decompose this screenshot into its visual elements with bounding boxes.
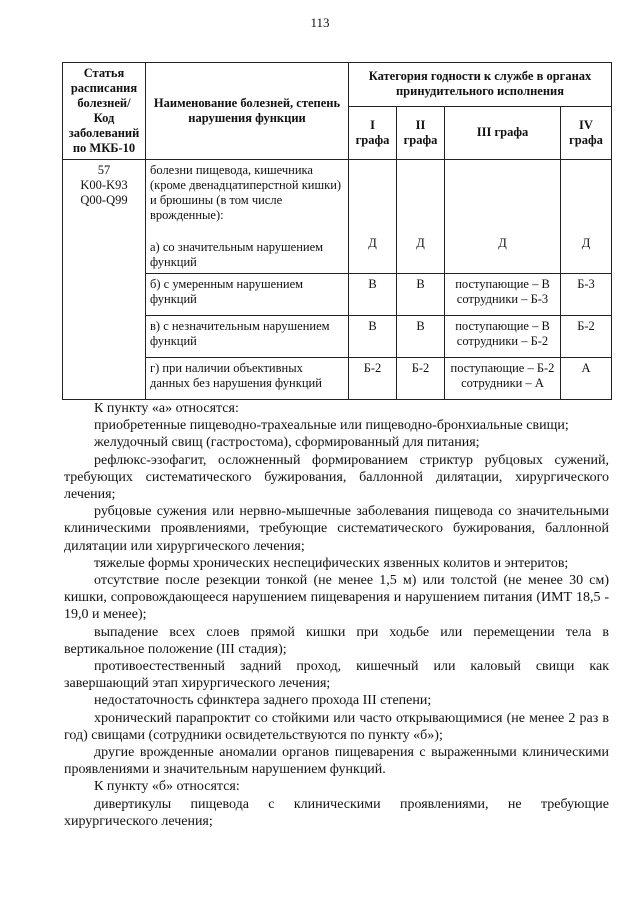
row-c-col3: поступающие – В сотрудники – Б-2 — [445, 316, 561, 358]
row-b-col2: В — [397, 274, 445, 316]
paragraph: приобретенные пищеводно-трахеальные или пищеводно-бронхиальные свищи; — [94, 418, 569, 434]
row-c-col1: В — [349, 316, 397, 358]
header-col-1: I графа — [349, 106, 397, 159]
header-article: Статья расписания болезней/ Код заболеваний по МКБ-10 — [63, 63, 146, 160]
table-row — [63, 316, 612, 358]
row-b-name: б) с умеренным нарушением функций — [146, 274, 349, 316]
header-col-3: III графа — [445, 106, 561, 159]
header-col-2: II графа — [397, 106, 445, 159]
paragraph: К пункту «а» относятся: — [94, 401, 239, 416]
row-d-name: г) при наличии объективных данных без нарушения функций — [146, 358, 349, 400]
row-b-col3: поступающие – В сотрудники – Б-3 — [445, 274, 561, 316]
body-text — [64, 400, 609, 830]
fitness-category-table — [62, 62, 612, 400]
table-row — [63, 358, 612, 400]
row-d-col4: А — [561, 358, 612, 400]
table-row — [63, 160, 612, 274]
paragraph: рефлюкс-эзофагит, осложненный формированием стриктур рубцовых сужений, требующих систематического бужирования, баллонной дилятации, хирургического лечения; — [64, 452, 609, 503]
disease-cell — [146, 160, 349, 274]
row-c-col4: Б-2 — [561, 316, 612, 358]
paragraph: рубцовые сужения или нервно-мышечные заболевания пищевода со значительными клиническими проявлениями, требующие систематического бужирования, баллонной дилятации или хирургического лечения; — [64, 504, 609, 554]
row-d-col1: Б-2 — [349, 358, 397, 400]
row-a-name: а) со значительным нарушением функций — [150, 240, 324, 269]
row-d-col2: Б-2 — [397, 358, 445, 400]
paragraph: К пункту «б» относятся: — [94, 779, 240, 795]
row-a-col1: Д — [349, 160, 397, 274]
header-disease-name: Наименование болезней, степень нарушения функции — [146, 63, 349, 160]
paragraph: хронический парапроктит со стойкими или часто открывающимися (не менее 2 раз в год) свищами (сотрудники освидетельствуются по пункту «б»); — [64, 710, 609, 743]
paragraph: недостаточность сфинктера заднего прохода III степени; — [94, 693, 432, 709]
paragraph: желудочный свищ (гастростома), сформированный для питания; — [94, 435, 480, 451]
code-range: K00-K93 — [80, 178, 128, 192]
paragraph: отсутствие после резекции тонкой (не менее 1,5 м) или толстой (не менее 30 см) кишки, сопровождающееся нарушением пищеварения и нарушением питания (ИМТ 18,5 - 19,0 и менее); — [64, 573, 609, 623]
row-b-col4: Б-3 — [561, 274, 612, 316]
header-col-4: IV графа — [561, 106, 612, 159]
paragraph: противоестественный задний проход, кишечный или каловый свищи как завершающий этап хирургического лечения; — [64, 659, 609, 692]
row-a-col3: Д — [445, 160, 561, 274]
article-number: 57 — [97, 163, 111, 177]
article-cell — [63, 160, 146, 400]
code-range: Q00-Q99 — [80, 193, 128, 207]
row-d-col3: поступающие – Б-2 сотрудники – А — [445, 358, 561, 400]
row-c-name: в) с незначительным нарушением функций — [146, 316, 349, 358]
table-header-row — [63, 63, 612, 107]
row-b-col1: В — [349, 274, 397, 316]
paragraph: выпадение всех слоев прямой кишки при ходьбе или перемещении тела в вертикальное положение (III стадия); — [64, 624, 609, 657]
page-number: 113 — [310, 15, 330, 30]
paragraph: другие врожденные аномалии органов пищеварения с выраженными клиническими проявлениями и значительным нарушением функций. — [64, 745, 609, 778]
table-row — [63, 274, 612, 316]
header-fitness-category: Категория годности к службе в органах принудительного исполнения — [349, 63, 612, 107]
row-a-col4: Д — [561, 160, 612, 274]
disease-intro: болезни пищевода, кишечника (кроме двенадцатиперстной кишки) и брюшины (в том числе врожденные): — [150, 163, 342, 222]
row-c-col2: В — [397, 316, 445, 358]
paragraph: тяжелые формы хронических неспецифических язвенных колитов и энтеритов; — [94, 555, 569, 571]
paragraph: дивертикулы пищевода с клиническими проявлениями, не требующие хирургического лечения; — [64, 796, 609, 829]
row-a-col2: Д — [397, 160, 445, 274]
